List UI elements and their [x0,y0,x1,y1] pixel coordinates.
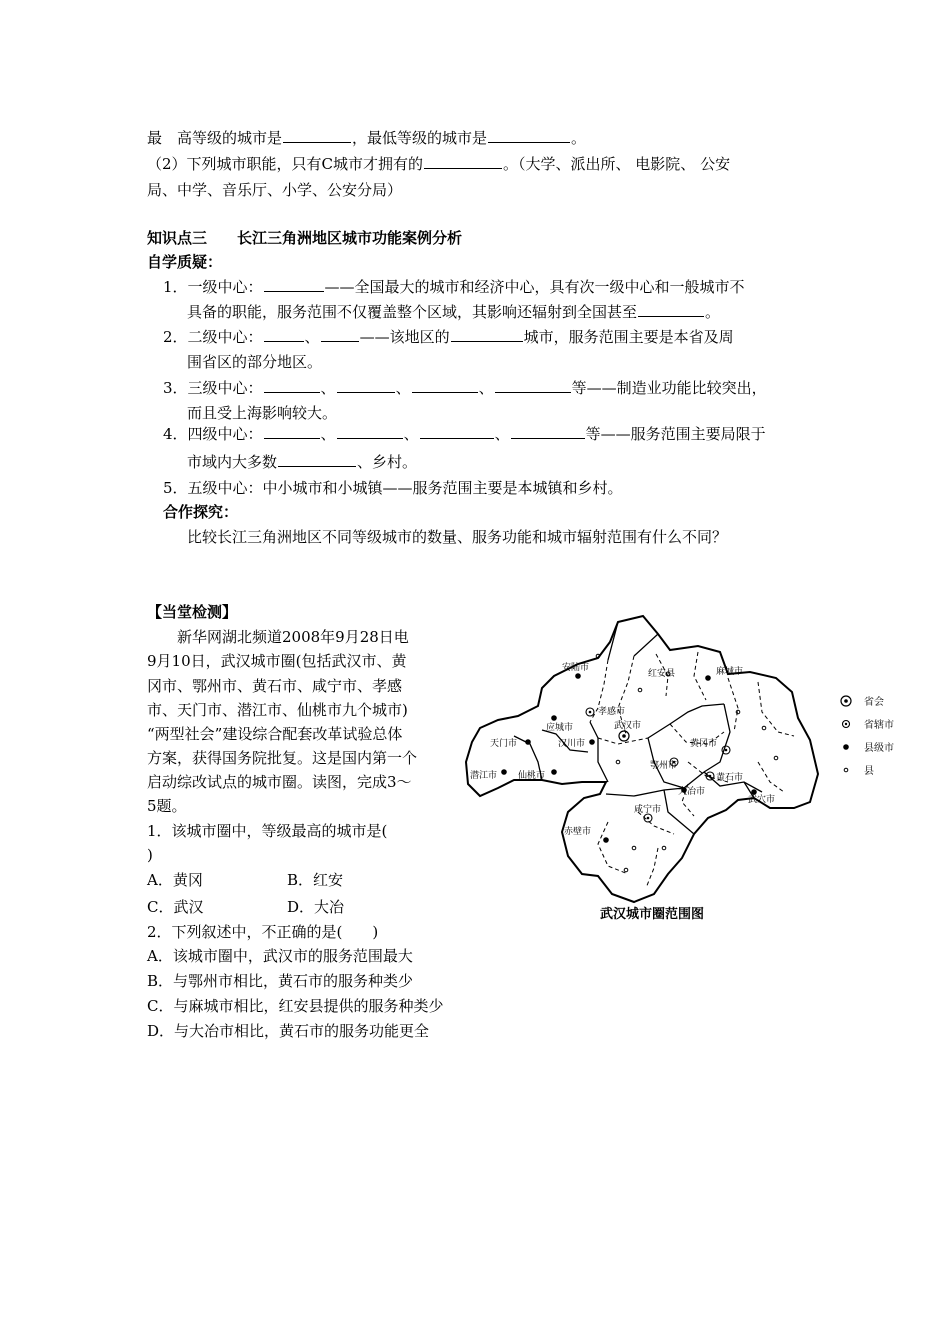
item-3 [163,378,767,398]
text: 1．一级中心： [163,278,263,296]
text: 城市，服务范围主要是本省及周 [523,328,734,346]
tianmen-marker [525,739,531,745]
text: 等——服务范围主要局限于 [585,425,766,443]
item-4-cont [187,452,417,472]
label-yingcheng: 应城市 [546,723,574,733]
label-ezhou: 鄂州市 [650,761,678,771]
legend-county-icon [844,768,848,772]
text: 、 [304,328,320,346]
option-c[interactable]: C．与麻城市相比，红安县提供的服务种类少 [147,997,444,1015]
text: ——该地区的 [359,328,450,346]
self-study-label: 自学质疑： [147,253,223,271]
text: ，最低等级的城市是 [352,129,488,147]
text: 最 高等级的城市是 [147,129,283,147]
legend-capital-center [844,699,848,703]
answer-blank[interactable] [321,327,359,342]
coop-question: 比较长江三角洲地区不同等级城市的数量、服务功能和城市辐射范围有什么不同？ [187,528,728,546]
text: 、 [320,379,336,397]
option-b[interactable]: B．与鄂州市相比，黄石市的服务种类少 [147,972,414,990]
answer-blank[interactable] [337,378,395,393]
answer-blank[interactable] [511,424,585,439]
coop-label: 合作探究： [163,503,239,521]
question-1: 1．该城市圈中，等级最高的城市是( [147,822,388,840]
answer-blank[interactable] [283,128,351,143]
answer-blank[interactable] [638,302,704,317]
question-2: 2．下列叙述中，不正确的是( ) [147,923,379,941]
item-5: 5．五级中心：中小城市和小城镇——服务范围主要是本城镇和乡村。 [163,479,623,497]
answer-blank[interactable] [264,424,320,439]
map-caption: 武汉城市圈范围图 [600,907,705,922]
wuhan-city-circle-map [458,612,910,924]
intro-line: 9月10日，武汉城市圈(包括武汉市、黄 [147,652,407,670]
xiantao-marker [551,769,557,775]
answer-blank[interactable] [264,378,320,393]
test-heading: 【当堂检测】 [147,603,238,621]
item-2 [163,327,734,347]
text: 、 [403,425,419,443]
intro-line: “两型社会”建设综合配套改革试验总体 [147,725,403,743]
legend-city-center [845,723,847,725]
text: 市域内大多数 [187,453,278,471]
line-highest-city [147,128,586,148]
text: 、乡村。 [357,453,418,471]
yingcheng-marker [551,715,557,721]
answer-blank[interactable] [412,378,478,393]
text: 、 [395,379,411,397]
answer-blank[interactable] [495,378,571,393]
option-a[interactable]: A．该城市圈中，武汉市的服务范围最大 [147,947,413,965]
map-legend [841,695,894,777]
hanchuan-marker [589,739,595,745]
text: ——全国最大的城市和经济中心，具有次一级中心和一般城市不 [324,278,745,296]
intro-line: 市、天门市、潜江市、仙桃市九个城市) [147,701,408,719]
item-2-cont: 围省区的部分地区。 [187,353,323,371]
label-macheng: 麻城市 [716,667,744,677]
xiaogan-center [589,711,592,714]
legend-county-label: 县 [864,766,874,777]
section-heading: 知识点三 长江三角洲地区城市功能案例分析 [147,229,463,247]
question-1-close: ) [147,846,153,864]
map-svg [458,612,910,924]
answer-blank[interactable] [451,327,523,342]
label-xiantao: 仙桃市 [518,771,546,781]
answer-blank[interactable] [264,327,304,342]
intro-line: 新华网湖北频道2008年9月28日电 [177,628,409,646]
text: 2．二级中心： [163,328,263,346]
label-daye: 大冶市 [678,787,706,797]
answer-blank[interactable] [488,128,570,143]
label-huanggang: 黄冈市 [690,739,718,749]
text: 、 [494,425,510,443]
anlu-marker [575,673,581,679]
legend-city-label: 省辖市 [864,720,894,731]
label-huangshi: 黄石市 [716,773,744,783]
text: 。 [571,129,587,147]
answer-blank[interactable] [424,154,502,169]
chibi-marker [603,837,609,843]
item-1-cont [187,302,720,322]
answer-blank[interactable] [264,277,324,292]
text: 。 [705,303,721,321]
answer-blank[interactable] [278,452,356,467]
text: （2）下列城市职能，只有C城市才拥有的 [147,155,424,173]
intro-line: 5题。 [147,797,187,815]
text: 4．四级中心： [163,425,263,443]
label-wuxue: 武穴市 [748,795,776,805]
text: 、 [320,425,336,443]
intro-line: 冈市、鄂州市、黄石市、咸宁市、孝感 [147,677,403,695]
label-chibi: 赤壁市 [564,827,592,837]
option-d[interactable]: D．大冶 [287,898,345,916]
region-outline [466,616,818,902]
wuxue-marker [751,789,757,795]
wuhan-capital-center [622,734,626,738]
label-hanchuan: 汉川市 [558,739,586,749]
text: 等——制造业功能比较突出， [571,379,767,397]
label-tianmen: 天门市 [490,739,518,749]
item-1 [163,277,745,297]
line-options: 局、中学、音乐厅、小学、公安分局） [147,181,403,199]
qianjiang-marker [501,769,507,775]
huanggang-center [725,749,728,752]
text: 3．三级中心： [163,379,263,397]
huangshi-center [709,775,712,778]
option-a[interactable]: A．黄冈 [147,871,203,889]
label-qianjiang: 潜江市 [470,771,498,781]
option-b[interactable]: B．红安 [287,871,344,889]
label-wuhan: 武汉市 [614,721,642,731]
legend-county-city-label: 县级市 [864,743,894,754]
label-xianning: 咸宁市 [634,805,662,815]
answer-blank[interactable] [420,424,494,439]
intro-line: 方案，获得国务院批复。这是国内第一个 [147,749,418,767]
answer-blank[interactable] [337,424,403,439]
label-xiaogan: 孝感市 [598,707,626,717]
intro-line: 启动综改试点的城市圈。读图，完成3～ [147,773,412,791]
line-city-function [147,154,730,174]
xianning-center [647,817,650,820]
item-4 [163,424,766,444]
legend-capital-label: 省会 [864,697,884,708]
legend-county-city-icon [843,744,849,750]
label-anlu: 安陆市 [562,663,590,673]
option-d[interactable]: D．与大冶市相比，黄石市的服务功能更全 [147,1022,430,1040]
item-3-cont: 而且受上海影响较大。 [187,404,338,422]
option-c[interactable]: C．武汉 [147,898,204,916]
text: 、 [478,379,494,397]
text: 。（大学、派出所、 电影院、 公安 [503,155,731,173]
macheng-marker [705,675,711,681]
label-hongan: 红安县 [648,669,676,679]
text: 具备的职能，服务范围不仅覆盖整个区域，其影响还辐射到全国甚至 [187,303,638,321]
